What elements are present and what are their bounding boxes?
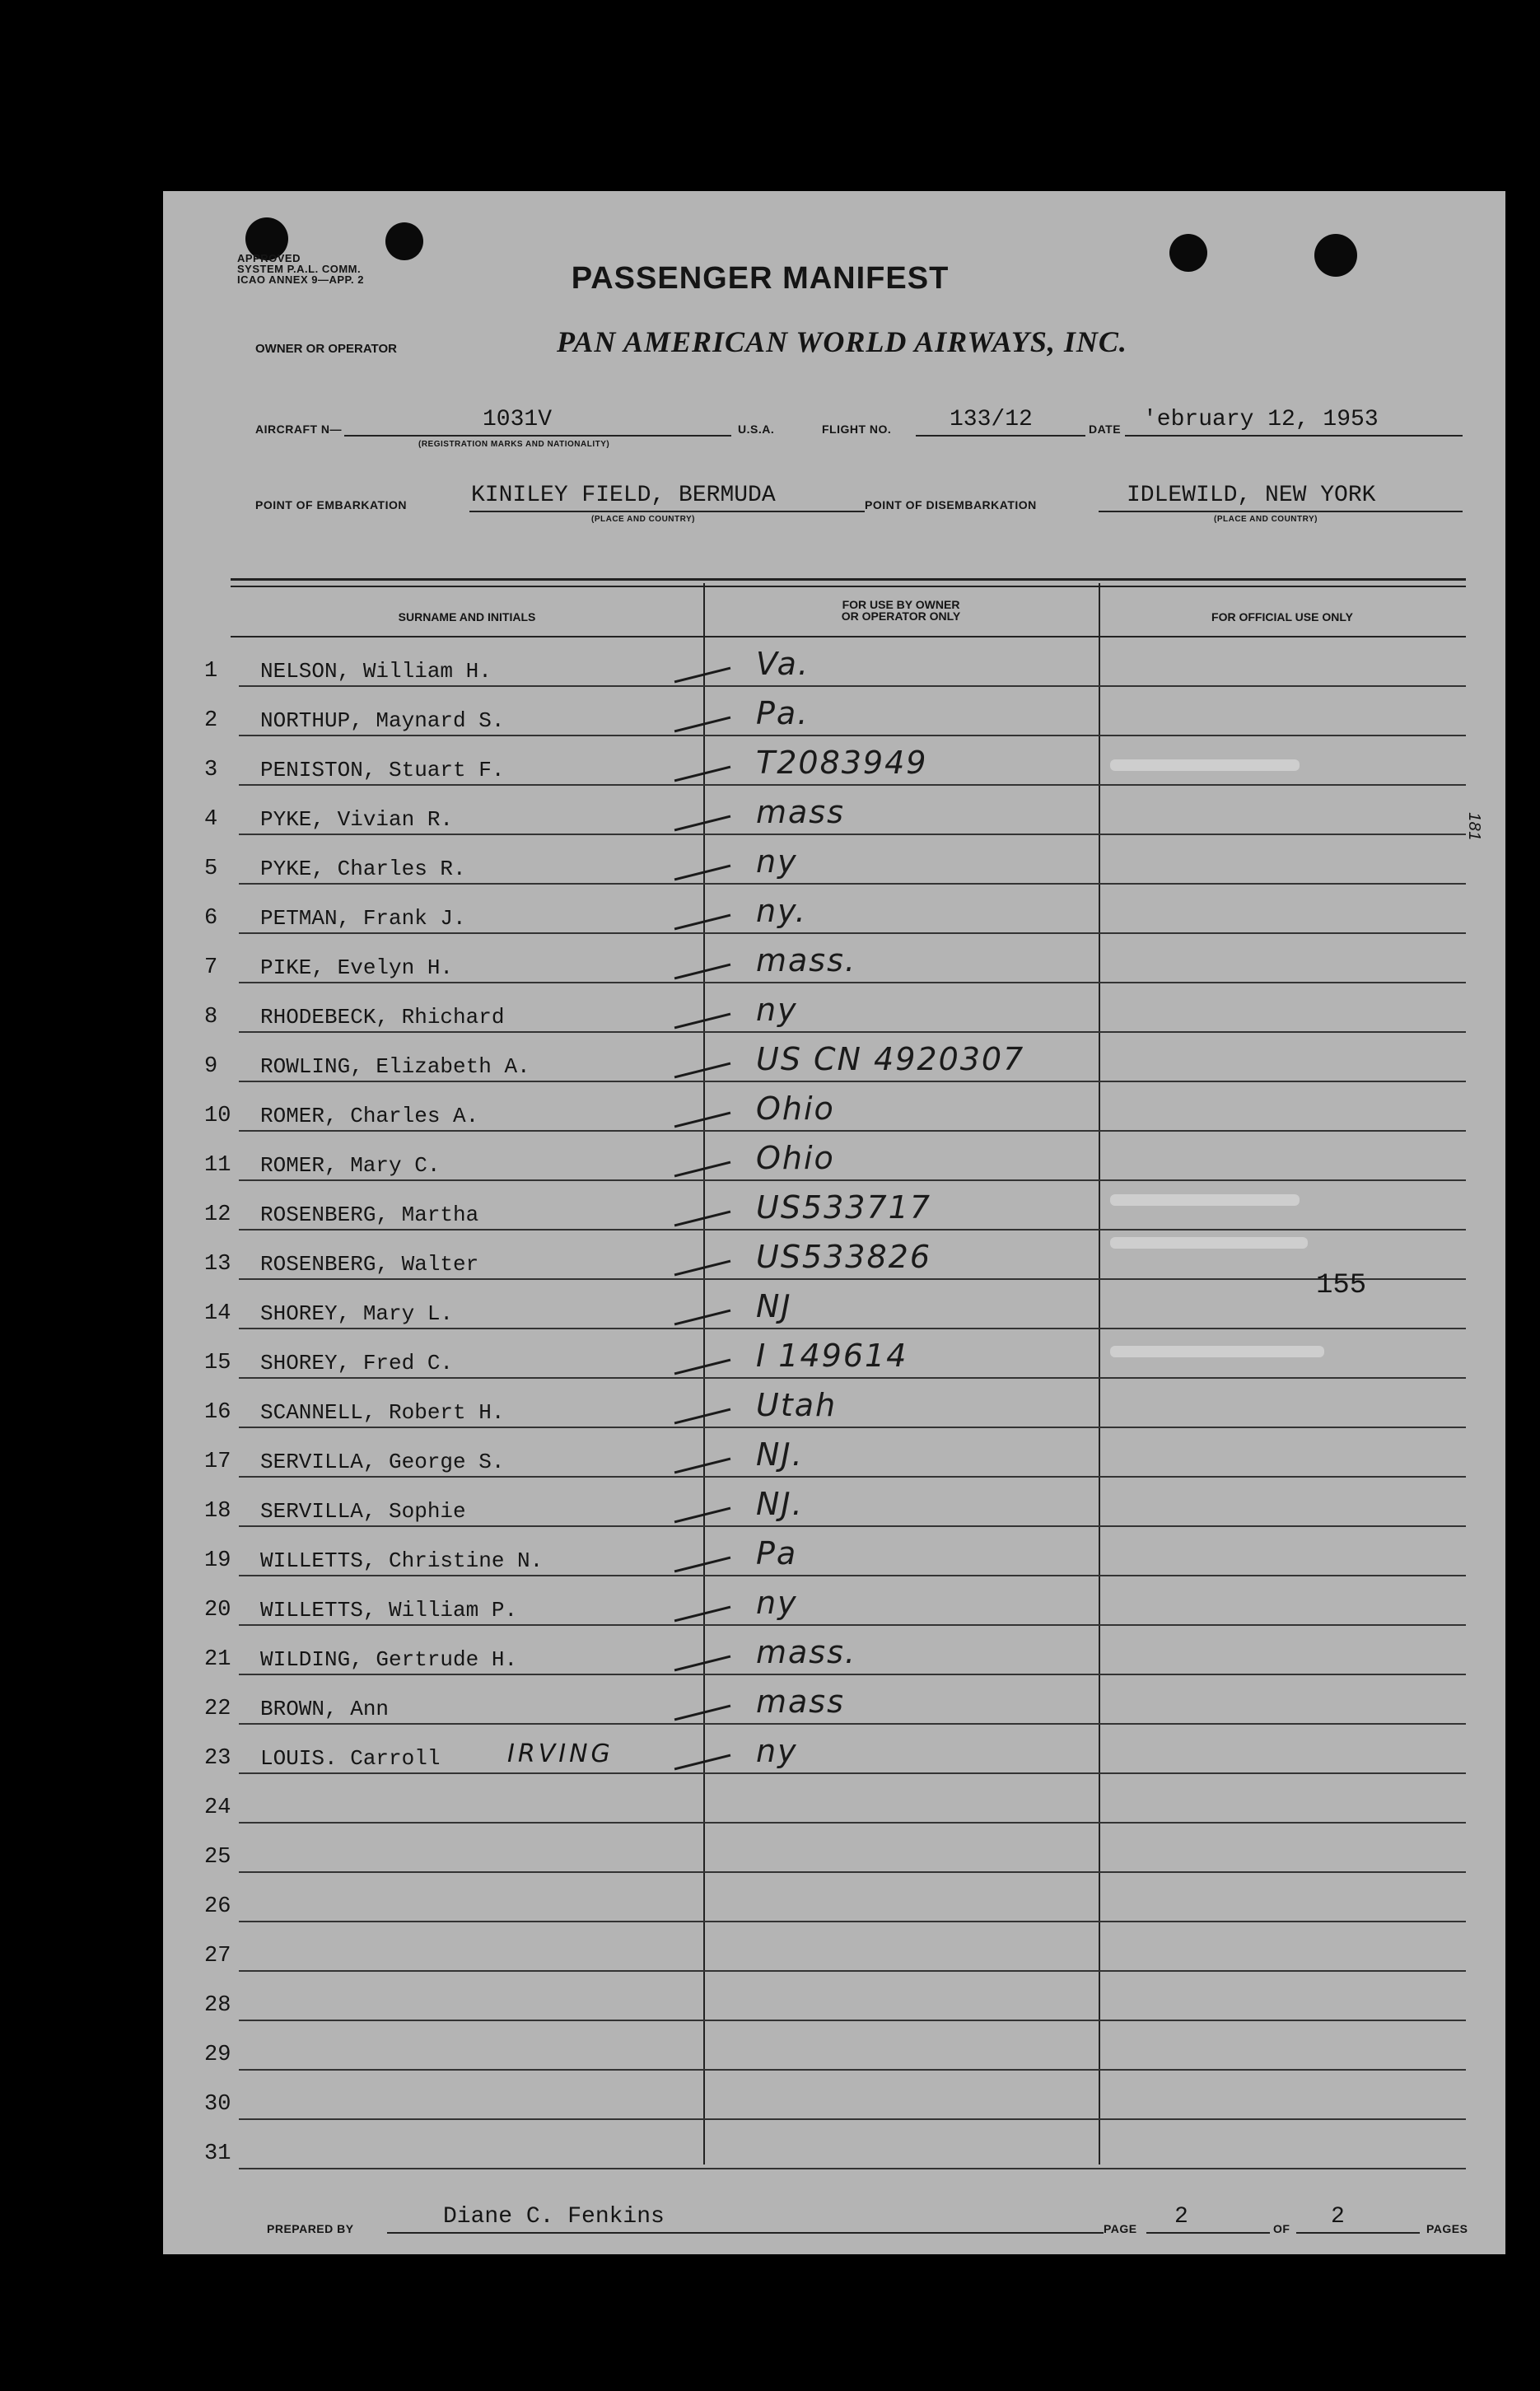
passenger-name: ROSENBERG, Walter	[260, 1252, 479, 1277]
row-rule	[239, 1130, 1466, 1132]
flight-underline	[916, 435, 1085, 437]
row-rule	[239, 1179, 1466, 1181]
pages-label: PAGES	[1426, 2222, 1468, 2235]
disembark-place: IDLEWILD, NEW YORK	[1127, 483, 1376, 508]
row-rule	[239, 2020, 1466, 2021]
passenger-name: SERVILLA, George S.	[260, 1450, 505, 1474]
check-mark	[674, 1112, 731, 1128]
row-rule	[239, 1723, 1466, 1725]
row-rule	[239, 1871, 1466, 1873]
row-rule	[239, 1328, 1466, 1329]
passenger-name: PENISTON, Stuart F.	[260, 758, 505, 782]
row-rule	[239, 1921, 1466, 1922]
row-number: 24	[204, 1796, 231, 1820]
check-mark	[674, 1655, 731, 1672]
column-header-owner-use: FOR USE BY OWNER OR OPERATOR ONLY	[841, 598, 961, 623]
passenger-name: NORTHUP, Maynard S.	[260, 708, 505, 733]
handwritten-note: US533826	[756, 1239, 931, 1275]
row-number: 27	[204, 1944, 231, 1968]
row-number: 12	[204, 1203, 231, 1227]
check-mark	[674, 717, 731, 733]
passenger-name: NELSON, William H.	[260, 659, 492, 684]
passenger-name: WILDING, Gertrude H.	[260, 1647, 518, 1672]
passenger-name: ROSENBERG, Martha	[260, 1203, 479, 1227]
flight-label: FLIGHT NO.	[822, 423, 892, 436]
page-total: 2	[1331, 2204, 1345, 2230]
embark-place: KINILEY FIELD, BERMUDA	[471, 483, 776, 508]
handwritten-note: mass	[756, 1684, 845, 1720]
handwritten-note: Utah	[756, 1387, 838, 1423]
row-number: 31	[204, 2141, 231, 2166]
row-number: 17	[204, 1450, 231, 1474]
embark-label: POINT OF EMBARKATION	[255, 498, 407, 511]
row-rule	[239, 1427, 1466, 1428]
owner-label: OWNER OR OPERATOR	[255, 342, 397, 356]
check-mark	[674, 815, 731, 832]
passenger-name: SERVILLA, Sophie	[260, 1499, 466, 1524]
row-number: 25	[204, 1845, 231, 1870]
passenger-name: PETMAN, Frank J.	[260, 906, 466, 931]
disembark-underline	[1099, 511, 1463, 512]
passenger-name: LOUIS. Carroll	[260, 1746, 441, 1771]
handwritten-note: NJ	[756, 1288, 792, 1324]
passenger-name: ROMER, Mary C.	[260, 1153, 441, 1178]
row-number: 9	[204, 1054, 218, 1079]
row-number: 30	[204, 2092, 231, 2117]
aircraft-underline	[344, 435, 731, 437]
check-mark	[674, 1211, 731, 1227]
row-rule	[239, 685, 1466, 687]
column-divider	[1099, 583, 1100, 2165]
check-mark	[674, 1260, 731, 1277]
passenger-name: PYKE, Vivian R.	[260, 807, 454, 832]
row-rule	[239, 784, 1466, 786]
row-rule	[239, 1229, 1466, 1231]
row-rule	[239, 1575, 1466, 1576]
row-number: 3	[204, 758, 218, 782]
passenger-name: PYKE, Charles R.	[260, 857, 466, 881]
row-number: 22	[204, 1697, 231, 1721]
header-bottom-rule	[231, 636, 1466, 637]
row-rule	[239, 834, 1466, 835]
table-top-rule-2	[231, 586, 1466, 587]
operator-name: PAN AMERICAN WORLD AIRWAYS, INC.	[557, 325, 1127, 358]
check-mark	[674, 1062, 731, 1079]
row-number: 20	[204, 1598, 231, 1623]
passenger-name: SCANNELL, Robert H.	[260, 1400, 505, 1425]
row-rule	[239, 1081, 1466, 1082]
table-top-rule	[231, 578, 1466, 581]
column-header-surname: SURNAME AND INITIALS	[398, 610, 536, 623]
row-number: 2	[204, 708, 218, 733]
punch-hole	[385, 222, 423, 260]
row-number: 23	[204, 1746, 231, 1771]
side-mark: 181	[1464, 812, 1483, 841]
row-number: 5	[204, 857, 218, 881]
check-mark	[674, 1310, 731, 1326]
approval-stamp: APPROVED SYSTEM P.A.L. COMM. ICAO ANNEX 9—APP. 2	[237, 252, 364, 286]
passenger-name: PIKE, Evelyn H.	[260, 955, 454, 980]
row-number: 1	[204, 659, 218, 684]
row-number: 6	[204, 906, 218, 931]
handwritten-note: ny.	[756, 893, 807, 929]
official-count: 155	[1316, 1270, 1367, 1301]
form-title: PASSENGER MANIFEST	[571, 261, 950, 296]
check-mark	[674, 1606, 731, 1623]
usa-label: U.S.A.	[738, 423, 775, 436]
eraser-smudge	[1110, 1237, 1308, 1249]
embark-underline	[469, 511, 865, 512]
check-mark	[674, 1408, 731, 1425]
handwritten-note: ny	[756, 992, 798, 1028]
check-mark	[674, 1754, 731, 1771]
check-mark	[674, 1458, 731, 1474]
handwritten-note: T2083949	[756, 745, 928, 781]
aircraft-number: 1031V	[483, 407, 553, 432]
handwritten-note: ny	[756, 843, 798, 880]
disembark-label: POINT OF DISEMBARKATION	[865, 498, 1037, 511]
handwritten-note: mass.	[756, 1634, 856, 1670]
row-number: 15	[204, 1351, 231, 1375]
passenger-name: SHOREY, Mary L.	[260, 1301, 454, 1326]
flight-number: 133/12	[950, 407, 1033, 432]
passenger-name: RHODEBECK, Rhichard	[260, 1005, 505, 1030]
row-number: 10	[204, 1104, 231, 1128]
passenger-name: BROWN, Ann	[260, 1697, 390, 1721]
page-label: PAGE	[1104, 2222, 1137, 2235]
check-mark	[674, 1359, 731, 1375]
row-rule	[239, 1624, 1466, 1626]
aircraft-label: AIRCRAFT N—	[255, 423, 343, 436]
check-mark	[674, 964, 731, 980]
handwritten-note: I 149614	[756, 1338, 908, 1374]
passenger-name: WILLETTS, Christine N.	[260, 1548, 544, 1573]
row-rule	[239, 932, 1466, 934]
page-number: 2	[1174, 2204, 1188, 2230]
eraser-smudge	[1110, 759, 1300, 771]
row-rule	[239, 2118, 1466, 2120]
row-rule	[239, 1278, 1466, 1280]
prepared-underline	[387, 2232, 1104, 2234]
handwritten-note: Pa.	[756, 695, 810, 731]
row-rule	[239, 1525, 1466, 1527]
pages-underline	[1296, 2232, 1420, 2234]
eraser-smudge	[1110, 1194, 1300, 1206]
passenger-name: ROWLING, Elizabeth A.	[260, 1054, 530, 1079]
handwritten-note: ny	[756, 1585, 798, 1621]
row-rule	[239, 1674, 1466, 1675]
row-number: 13	[204, 1252, 231, 1277]
row-number: 21	[204, 1647, 231, 1672]
check-mark	[674, 1705, 731, 1721]
disembark-note: (PLACE AND COUNTRY)	[1214, 515, 1318, 524]
column-header-official: FOR OFFICIAL USE ONLY	[1211, 610, 1353, 623]
row-number: 18	[204, 1499, 231, 1524]
manifest-sheet	[163, 191, 1505, 2254]
of-label: OF	[1273, 2222, 1290, 2235]
row-number: 11	[204, 1153, 231, 1178]
registration-note: (REGISTRATION MARKS AND NATIONALITY)	[418, 440, 610, 449]
eraser-smudge	[1110, 1346, 1324, 1357]
row-rule	[239, 1476, 1466, 1478]
row-rule	[239, 2069, 1466, 2071]
check-mark	[674, 766, 731, 782]
handwritten-note: mass	[756, 794, 845, 830]
check-mark	[674, 1013, 731, 1030]
row-rule	[239, 2168, 1466, 2169]
row-number: 19	[204, 1548, 231, 1573]
check-mark	[674, 914, 731, 931]
row-number: 16	[204, 1400, 231, 1425]
handwritten-note: Va.	[756, 646, 810, 682]
check-mark	[674, 1557, 731, 1573]
row-number: 7	[204, 955, 218, 980]
row-rule	[239, 1772, 1466, 1774]
handwritten-note: Ohio	[756, 1090, 835, 1127]
prepared-by: Diane C. Fenkins	[443, 2204, 665, 2230]
check-mark	[674, 865, 731, 881]
passenger-name: WILLETTS, William P.	[260, 1598, 518, 1623]
handwritten-note: Ohio	[756, 1140, 835, 1176]
row-rule	[239, 1970, 1466, 1972]
passenger-name: SHOREY, Fred C.	[260, 1351, 454, 1375]
row-rule	[239, 1031, 1466, 1033]
row-rule	[239, 1377, 1466, 1379]
check-mark	[674, 1507, 731, 1524]
date-underline	[1125, 435, 1463, 437]
row-rule	[239, 982, 1466, 983]
handwritten-note: mass.	[756, 942, 856, 978]
row-number: 4	[204, 807, 218, 832]
flight-date: 'ebruary 12, 1953	[1143, 407, 1379, 432]
handwritten-note: Pa	[756, 1535, 798, 1571]
page-underline	[1146, 2232, 1270, 2234]
row-number: 14	[204, 1301, 231, 1326]
passenger-name: ROMER, Charles A.	[260, 1104, 479, 1128]
embark-note: (PLACE AND COUNTRY)	[591, 515, 695, 524]
prepared-label: PREPARED BY	[267, 2222, 354, 2235]
row-number: 8	[204, 1005, 218, 1030]
row-rule	[239, 735, 1466, 736]
row-number: 26	[204, 1894, 231, 1919]
handwritten-note: ny	[756, 1733, 798, 1769]
handwritten-note: NJ.	[756, 1436, 804, 1473]
row-number: 28	[204, 1993, 231, 2018]
date-label: DATE	[1089, 423, 1122, 436]
row-rule	[239, 1822, 1466, 1824]
row-rule	[239, 883, 1466, 885]
check-mark	[674, 1161, 731, 1178]
row-number: 29	[204, 2043, 231, 2067]
handwritten-note: US CN 4920307	[756, 1041, 1025, 1077]
column-divider	[703, 583, 705, 2165]
handwritten-note: NJ.	[756, 1486, 804, 1522]
handwritten-note: US533717	[756, 1189, 931, 1226]
check-mark	[674, 667, 731, 684]
name-correction: IRVING	[507, 1740, 614, 1768]
